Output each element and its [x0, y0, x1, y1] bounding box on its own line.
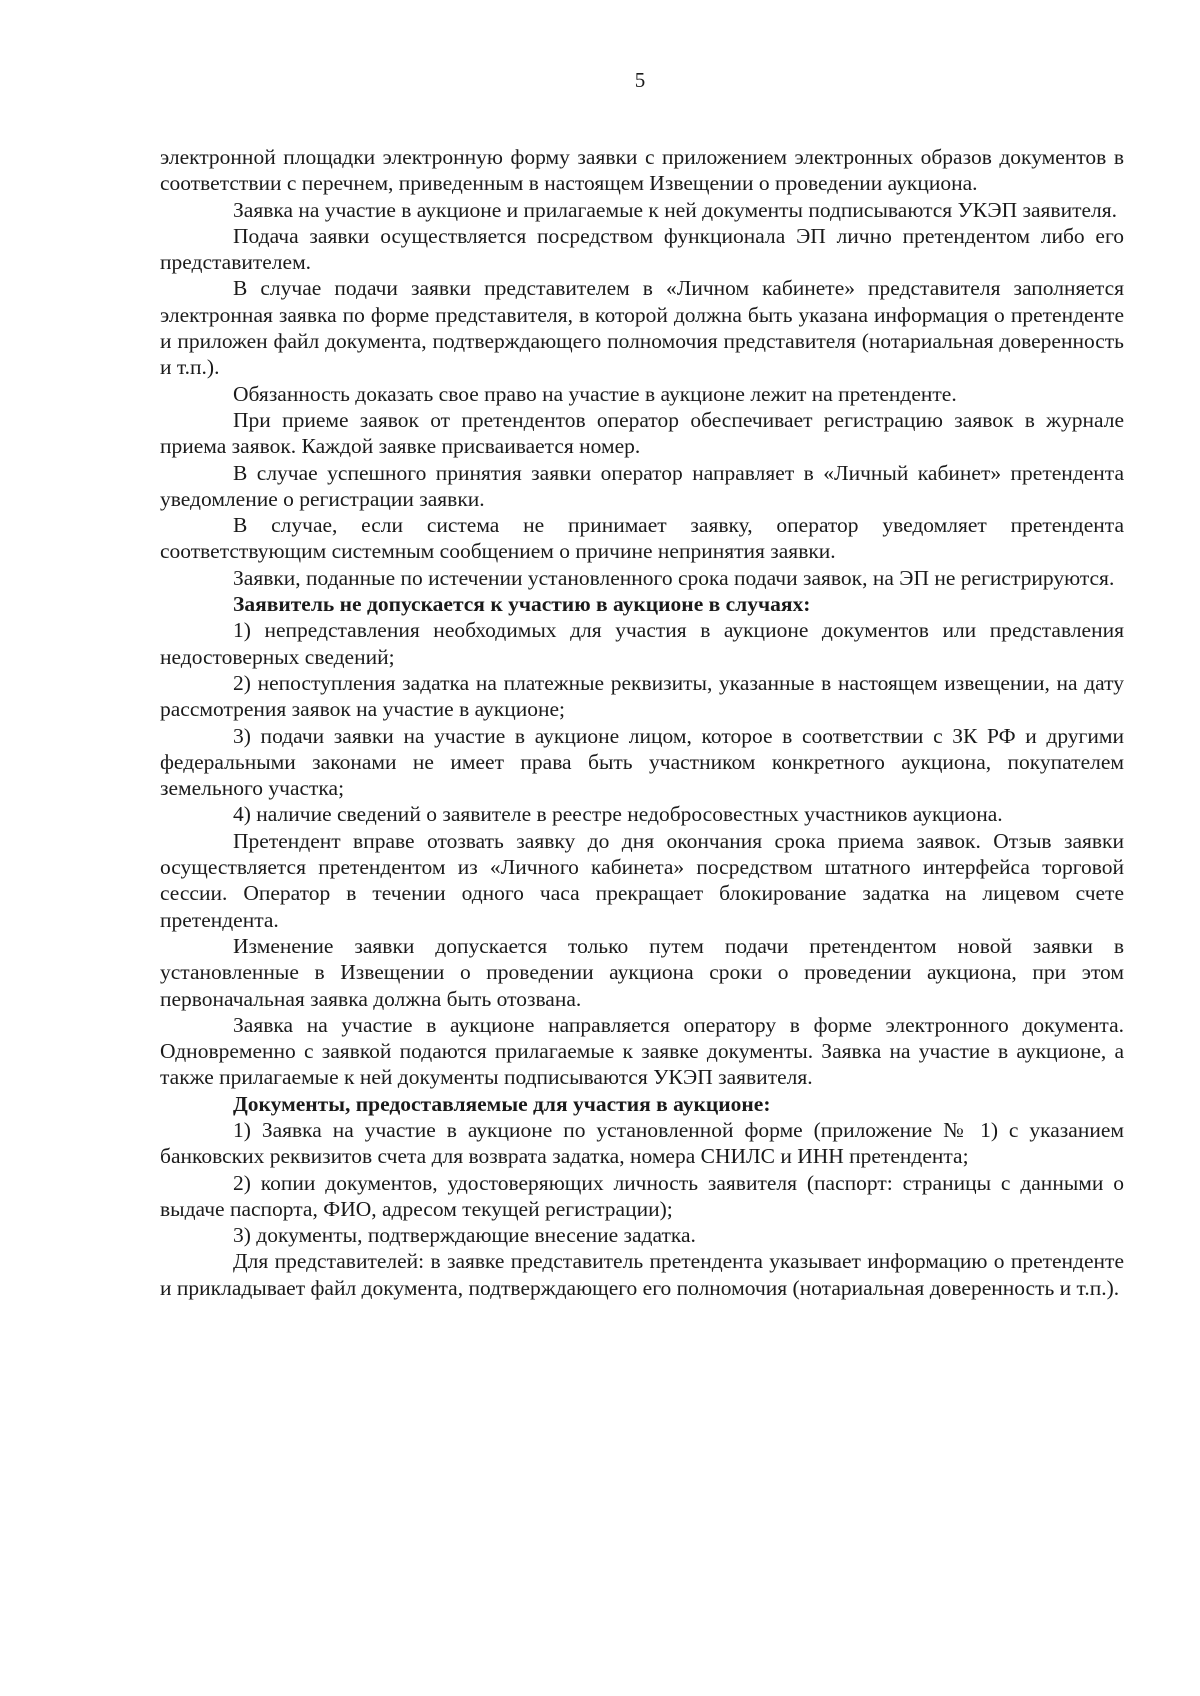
list-item-documents-1: 1) Заявка на участие в аукционе по установленной форме (приложение № 1) с указанием банковских реквизитов счета для возврата задатка, номера СНИЛС и ИНН претендента; — [160, 1117, 1124, 1169]
list-item-not-admitted-2: 2) непоступления задатка на платежные реквизиты, указанные в настоящем извещении, на дату рассмотрения заявок на участие в аукционе; — [160, 670, 1124, 722]
paragraph-ukep-signing: Заявка на участие в аукционе и прилагаемые к ней документы подписываются УКЭП заявителя. — [233, 197, 1118, 222]
page-number: 5 — [634, 68, 646, 92]
paragraph-success-notice: В случае успешного принятия заявки оператор направляет в «Личный кабинет» претендента уведомление о регистрации заявки. — [160, 460, 1124, 511]
list-item-documents-2: 2) копии документов, удостоверяющих личность заявителя (паспорт: страницы с данными о выдаче паспорта, ФИО, адресом текущей регистрации); — [160, 1170, 1124, 1221]
paragraph-obligation: Обязанность доказать свое право на участие в аукционе лежит на претенденте. — [233, 381, 957, 406]
heading-documents: Документы, предоставляемые для участия в аукционе: — [233, 1091, 771, 1116]
paragraph-rejection-notice: В случае, если система не принимает заявку, оператор уведомляет претендента соответствующим системным сообщением о причине непринятия заявки. — [160, 513, 1124, 564]
heading-not-admitted: Заявитель не допускается к участию в аукционе в случаях: — [233, 592, 811, 617]
paragraph-continuation: электронной площадки электронную форму заявки с приложением электронных образов документов в соответствии с перечнем, приведенным в настоящем Извещении о проведении аукциона. — [160, 145, 1124, 196]
paragraph-withdrawal: Претендент вправе отозвать заявку до дня окончания срока приема заявок. Отзыв заявки осуществляется претендентом из «Личного кабинета» посредством штатного интерфейса торговой сессии. Оператор в течении одного часа прекращает блокирование задатка на лицевом счете претендента. — [160, 828, 1124, 932]
list-item-documents-3: 3) документы, подтверждающие внесение задатка. — [233, 1223, 696, 1248]
list-item-not-admitted-4: 4) наличие сведений о заявителе в реестре недобросовестных участников аукциона. — [233, 802, 1003, 827]
paragraph-submission: Подача заявки осуществляется посредством функционала ЭП лично претендентом либо его представителем. — [160, 223, 1124, 275]
paragraph-registration: При приеме заявок от претендентов оператор обеспечивает регистрацию заявок в журнале приема заявок. Каждой заявке присваивается номер. — [160, 407, 1124, 459]
paragraph-representatives: Для представителей: в заявке представитель претендента указывает информацию о претенденте и прикладывает файл документа, подтверждающего его полномочия (нотариальная доверенность и т.п.). — [160, 1249, 1124, 1300]
paragraph-electronic-form: Заявка на участие в аукционе направляется оператору в форме электронного документа. Одновременно с заявкой подаются прилагаемые к заявке документы. Заявка на участие в аукционе, а также прилагаемые к ней документы подписываются УКЭП заявителя. — [160, 1012, 1124, 1090]
document-body — [160, 144, 1124, 1301]
paragraph-late-submissions: Заявки, поданные по истечении установленного срока подачи заявок, на ЭП не регистрируются. — [233, 565, 1115, 590]
list-item-not-admitted-3: 3) подачи заявки на участие в аукционе лицом, которое в соответствии с ЗК РФ и другими федеральными законами не имеет права быть участником конкретного аукциона, покупателем земельного участка; — [160, 723, 1124, 801]
list-item-not-admitted-1: 1) непредставления необходимых для участия в аукционе документов или представления недостоверных сведений; — [160, 618, 1124, 669]
paragraph-representative: В случае подачи заявки представителем в «Личном кабинете» представителя заполняется электронная заявка по форме представителя, в которой должна быть указана информация о претенденте и приложен файл документа, подтверждающего полномочия представителя (нотариальная доверенность и т.п.). — [160, 276, 1124, 380]
paragraph-modification: Изменение заявки допускается только путем подачи претендентом новой заявки в установленные в Извещении о проведении аукциона сроки о проведении аукциона, при этом первоначальная заявка должна быть отозвана. — [160, 933, 1124, 1011]
